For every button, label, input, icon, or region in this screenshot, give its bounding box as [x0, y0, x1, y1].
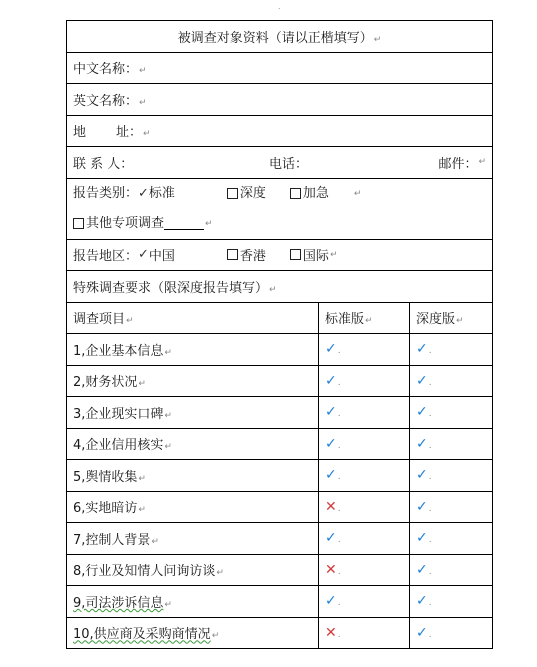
cell-end-mark: .	[428, 377, 432, 388]
check-icon: ✓	[416, 404, 428, 421]
option-standard[interactable]: 标准	[148, 185, 175, 201]
item-name-cell	[67, 523, 319, 555]
form-table	[66, 20, 493, 649]
address-row[interactable]	[67, 115, 493, 147]
paragraph-mark-icon: ↵	[478, 157, 486, 168]
header-standard	[319, 302, 410, 334]
table-row	[67, 460, 493, 492]
table-row	[67, 523, 493, 555]
table-row	[67, 365, 493, 397]
deep-cell	[410, 428, 493, 460]
cell-end-mark: .	[428, 503, 432, 514]
cell-end-mark: .	[428, 346, 432, 357]
check-icon: ✓	[416, 341, 428, 358]
header-deep	[410, 302, 493, 334]
table-row	[67, 334, 493, 366]
en-name-field[interactable]	[67, 84, 493, 116]
checkbox-urgent[interactable]	[290, 188, 301, 199]
en-name-label: 英文名称：	[73, 93, 139, 109]
item-name-cell	[67, 365, 319, 397]
check-icon[interactable]: ✓	[138, 185, 149, 201]
region-cell	[67, 239, 493, 271]
deep-cell	[410, 491, 493, 523]
cn-name-row[interactable]	[67, 52, 493, 84]
paragraph-mark-icon: ↵	[139, 97, 147, 108]
cross-icon: ✕	[325, 498, 337, 515]
region-row	[67, 239, 493, 271]
table-row	[67, 586, 493, 618]
paragraph-mark-icon: ↵	[269, 284, 277, 295]
region-label: 报告地区：	[73, 249, 139, 265]
paragraph-mark-icon: ↵	[164, 442, 172, 453]
standard-cell	[319, 523, 410, 555]
item-name-cell	[67, 334, 319, 366]
report-type-cell	[67, 178, 493, 239]
paragraph-mark-icon: ↵	[151, 536, 159, 547]
cell-end-mark: .	[428, 629, 432, 640]
cell-end-mark: .	[428, 566, 432, 577]
region-international[interactable]: 国际	[302, 249, 329, 265]
special-label: 特殊调查要求（限深度报告填写）	[73, 280, 269, 296]
checkbox-deep[interactable]	[227, 188, 238, 199]
check-icon: ✓	[416, 593, 428, 610]
item-name-cell	[67, 397, 319, 429]
paragraph-mark-icon: ↵	[365, 316, 373, 327]
title-row	[67, 21, 493, 53]
paragraph-mark-icon: ↵	[164, 347, 172, 358]
item-name-cell	[67, 617, 319, 649]
email-label: 邮件：	[438, 156, 478, 172]
deep-cell	[410, 523, 493, 555]
paragraph-mark-icon: ↵	[126, 316, 134, 327]
contact-label: 联 系 人：	[73, 156, 134, 172]
item-name-cell	[67, 554, 319, 586]
table-row	[67, 397, 493, 429]
table-row	[67, 617, 493, 649]
table-header-row	[67, 302, 493, 334]
item-name: 2,财务状况	[73, 375, 138, 391]
check-icon: ✓	[325, 593, 337, 610]
standard-cell	[319, 617, 410, 649]
deep-cell	[410, 617, 493, 649]
cell-end-mark: .	[337, 503, 341, 514]
paragraph-mark-icon: ↵	[456, 316, 464, 327]
item-name-cell	[67, 491, 319, 523]
cell-end-mark: .	[337, 598, 341, 609]
check-icon: ✓	[325, 467, 337, 484]
phone-label: 电话：	[269, 156, 309, 172]
cn-name-label: 中文名称：	[73, 62, 139, 78]
header-standard-label: 标准版	[325, 312, 365, 328]
check-icon: ✓	[416, 372, 428, 389]
cell-end-mark: .	[337, 440, 341, 451]
deep-cell	[410, 397, 493, 429]
check-icon: ✓	[325, 530, 337, 547]
item-name-cell	[67, 428, 319, 460]
paragraph-mark-icon: ↵	[164, 599, 172, 610]
address-field[interactable]	[67, 115, 493, 147]
form-title-cell	[67, 21, 493, 53]
paragraph-mark-icon: ↵	[164, 410, 172, 421]
survey-form	[66, 20, 492, 649]
header-item	[67, 302, 319, 334]
deep-cell	[410, 365, 493, 397]
standard-cell	[319, 334, 410, 366]
deep-cell	[410, 586, 493, 618]
checkbox-other[interactable]	[73, 218, 84, 229]
contact-row[interactable]	[67, 147, 493, 179]
standard-cell	[319, 586, 410, 618]
cell-end-mark: .	[428, 409, 432, 420]
cell-end-mark: .	[337, 535, 341, 546]
check-icon: ✓	[325, 341, 337, 358]
item-name: 4,企业信用核实	[73, 438, 164, 454]
standard-cell	[319, 365, 410, 397]
paragraph-mark-icon: ↵	[329, 249, 338, 260]
standard-cell	[319, 460, 410, 492]
check-icon: ✓	[325, 372, 337, 389]
paragraph-mark-icon: ↵	[373, 34, 382, 45]
special-row[interactable]	[67, 271, 493, 303]
paragraph-mark-icon: ↵	[143, 129, 151, 140]
address-label-a: 地	[73, 125, 87, 141]
address-label-b: 址：	[116, 125, 143, 141]
cell-end-mark: .	[428, 440, 432, 451]
corner-mark: ˙	[277, 8, 282, 18]
item-name-cell	[67, 460, 319, 492]
standard-cell	[319, 554, 410, 586]
option-urgent[interactable]: 加急	[302, 185, 329, 201]
check-icon: ✓	[416, 498, 428, 515]
check-icon: ✓	[416, 530, 428, 547]
check-icon[interactable]: ✓	[138, 247, 149, 263]
item-name: 3,企业现实口碑	[73, 406, 164, 422]
check-icon: ✓	[416, 435, 428, 452]
header-deep-label: 深度版	[416, 312, 456, 328]
report-type-row	[67, 178, 493, 239]
deep-cell	[410, 460, 493, 492]
other-blank-line[interactable]	[164, 218, 204, 230]
check-icon: ✓	[416, 467, 428, 484]
check-icon: ✓	[416, 561, 428, 578]
paragraph-mark-icon: ↵	[205, 218, 213, 229]
region-china[interactable]: 中国	[148, 249, 175, 265]
header-item-label: 调查项目	[73, 312, 126, 328]
cn-name-field[interactable]	[67, 52, 493, 84]
item-name: 1,企业基本信息	[73, 343, 164, 359]
deep-cell	[410, 554, 493, 586]
contact-field[interactable]	[67, 147, 493, 179]
paragraph-mark-icon: ↵	[353, 188, 362, 199]
cell-end-mark: .	[428, 535, 432, 546]
standard-cell	[319, 491, 410, 523]
option-deep[interactable]: 深度	[239, 185, 266, 201]
cell-end-mark: .	[337, 377, 341, 388]
cell-end-mark: .	[337, 472, 341, 483]
item-name: 5,舆情收集	[73, 469, 138, 485]
paragraph-mark-icon: ↵	[139, 66, 147, 77]
table-row	[67, 491, 493, 523]
item-name: 8,行业及知情人问询访谈	[73, 564, 216, 580]
cell-end-mark: .	[428, 472, 432, 483]
paragraph-mark-icon: ↵	[138, 379, 146, 390]
item-name: 9,司法涉诉信息	[73, 595, 164, 611]
paragraph-mark-icon: ↵	[211, 631, 220, 642]
table-row	[67, 428, 493, 460]
item-name-cell	[67, 586, 319, 618]
en-name-row[interactable]	[67, 84, 493, 116]
item-name: 10,供应商及采购商情况	[73, 627, 211, 643]
region-hongkong[interactable]: 香港	[239, 249, 266, 265]
special-requirements-field[interactable]	[67, 271, 493, 303]
standard-cell	[319, 397, 410, 429]
option-other[interactable]: 其他专项调查	[86, 215, 165, 231]
paragraph-mark-icon: ↵	[138, 505, 146, 516]
check-icon: ✓	[325, 404, 337, 421]
item-name: 7,控制人背景	[73, 532, 151, 548]
check-icon: ✓	[325, 435, 337, 452]
cell-end-mark: .	[337, 566, 341, 577]
table-row	[67, 554, 493, 586]
report-type-label: 报告类别：	[73, 185, 139, 201]
paragraph-mark-icon: ↵	[216, 568, 224, 579]
deep-cell	[410, 334, 493, 366]
form-title: 被调查对象资料（请以正楷填写）	[177, 30, 373, 46]
checkbox-hongkong[interactable]	[227, 249, 238, 260]
cross-icon: ✕	[325, 624, 337, 641]
paragraph-mark-icon: ↵	[138, 473, 146, 484]
cell-end-mark: .	[337, 629, 341, 640]
standard-cell	[319, 428, 410, 460]
cell-end-mark: .	[428, 598, 432, 609]
cell-end-mark: .	[337, 346, 341, 357]
checkbox-international[interactable]	[290, 249, 301, 260]
cell-end-mark: .	[337, 409, 341, 420]
cross-icon: ✕	[325, 561, 337, 578]
item-rows	[67, 334, 493, 649]
check-icon: ✓	[416, 624, 428, 641]
item-name: 6,实地暗访	[73, 501, 138, 517]
